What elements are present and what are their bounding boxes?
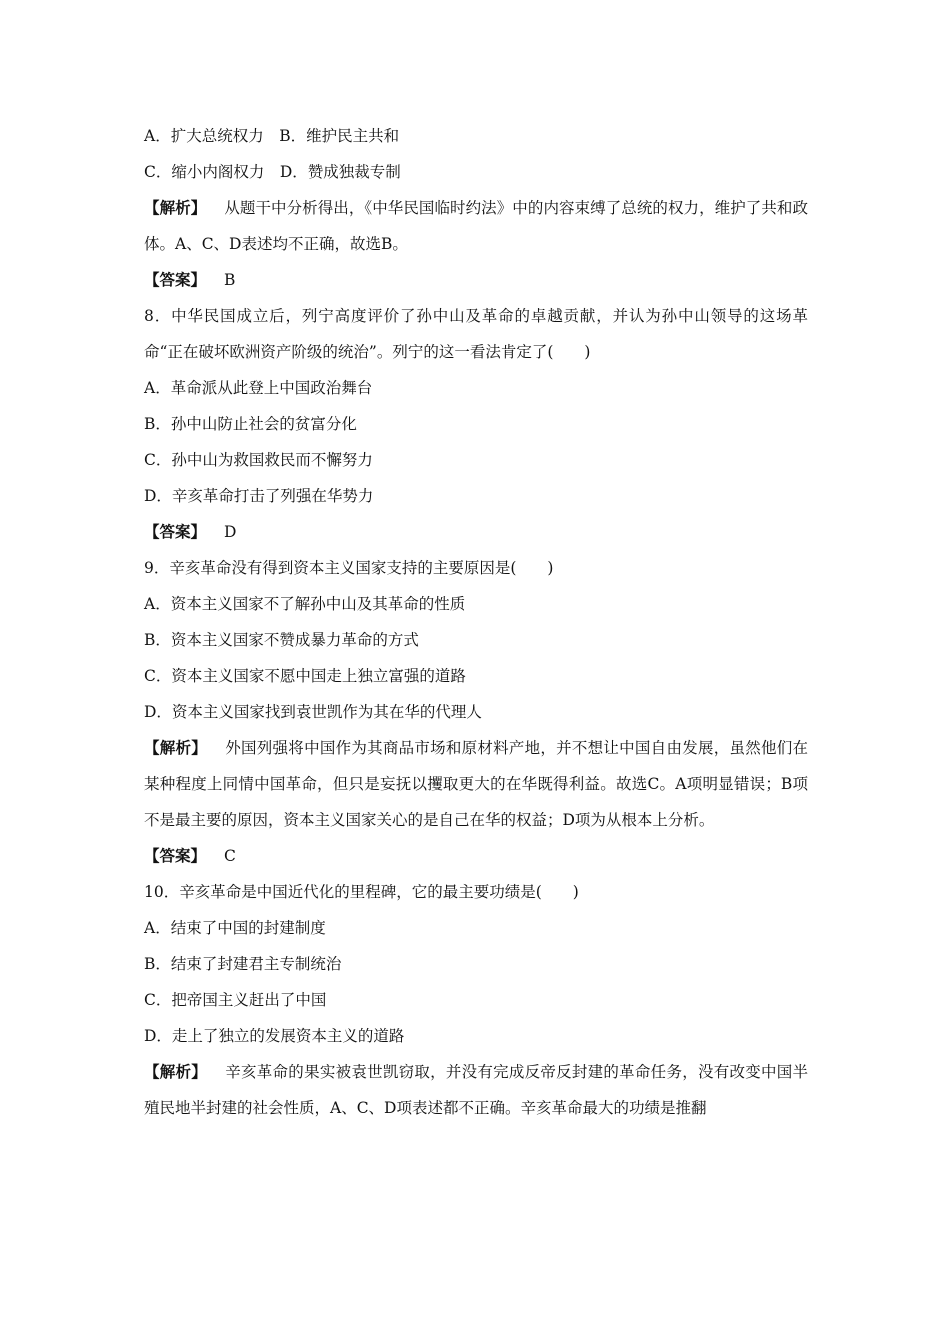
analysis-text: 辛亥革命的果实被袁世凯窃取，并没有完成反帝反封建的革命任务，没有改变中国半殖民地半封建的社会性质，A、C、D项表述都不正确。辛亥革命最大的功绩是推翻 <box>144 1063 808 1117</box>
text-line: D．资本主义国家找到袁世凯作为其在华的代理人 <box>144 703 482 721</box>
analysis-block <box>144 730 808 838</box>
text-line: A．革命派从此登上中国政治舞台 <box>144 379 373 397</box>
analysis-block <box>144 1054 808 1126</box>
text-line: A．结束了中国的封建制度 <box>144 919 326 937</box>
analysis-label: 【解析】 <box>144 1062 208 1081</box>
answer-label: 【答案】 <box>144 270 207 289</box>
text-line: 9．辛亥革命没有得到资本主义国家支持的主要原因是( ) <box>144 559 554 577</box>
text-line: A．扩大总统权力 B．维护民主共和 <box>144 127 400 145</box>
analysis-text: 外国列强将中国作为其商品市场和原材料产地，并不想让中国自由发展，虽然他们在某种程度上同情中国革命，但只是妄抚以攫取更大的在华既得利益。故选C。A项明显错误；B项不是最主要的原因，资本主义国家关心的是自己在华的权益；D项为从根本上分析。 <box>144 739 808 829</box>
analysis-text: 从题干中分析得出，《中华民国临时约法》中的内容束缚了总统的权力，维护了共和政体。A、C、D表述均不正确，故选B。 <box>144 199 808 253</box>
answer-text: D <box>224 523 237 541</box>
text-line: 10．辛亥革命是中国近代化的里程碑，它的最主要功绩是( ) <box>144 883 579 901</box>
answer-label: 【答案】 <box>144 846 207 865</box>
answer-text: B <box>224 271 236 289</box>
document-page <box>144 118 808 1126</box>
text-line: C．缩小内阁权力 D．赞成独裁专制 <box>144 163 401 181</box>
text-line: D．走上了独立的发展资本主义的道路 <box>144 1027 405 1045</box>
question-stem: 8．中华民国成立后，列宁高度评价了孙中山及革命的卓越贡献，并认为孙中山领导的这场革命“正在破坏欧洲资产阶级的统治”。列宁的这一看法肯定了( ) <box>144 307 808 361</box>
answer-line <box>144 838 808 874</box>
analysis-label: 【解析】 <box>144 738 208 757</box>
answer-line <box>144 514 808 550</box>
analysis-block <box>144 190 808 262</box>
text-line: B．结束了封建君主专制统治 <box>144 955 342 973</box>
text-line: B．资本主义国家不赞成暴力革命的方式 <box>144 631 419 649</box>
text-line: B．孙中山防止社会的贫富分化 <box>144 415 357 433</box>
analysis-label: 【解析】 <box>144 198 207 217</box>
text-line: C．资本主义国家不愿中国走上独立富强的道路 <box>144 667 466 685</box>
text-line: C．把帝国主义赶出了中国 <box>144 991 327 1009</box>
answer-text: C <box>224 847 236 865</box>
answer-label: 【答案】 <box>144 522 207 541</box>
answer-line <box>144 262 808 298</box>
text-line: D．辛亥革命打击了列强在华势力 <box>144 487 374 505</box>
text-line: A．资本主义国家不了解孙中山及其革命的性质 <box>144 595 466 613</box>
text-line: C．孙中山为救国救民而不懈努力 <box>144 451 373 469</box>
